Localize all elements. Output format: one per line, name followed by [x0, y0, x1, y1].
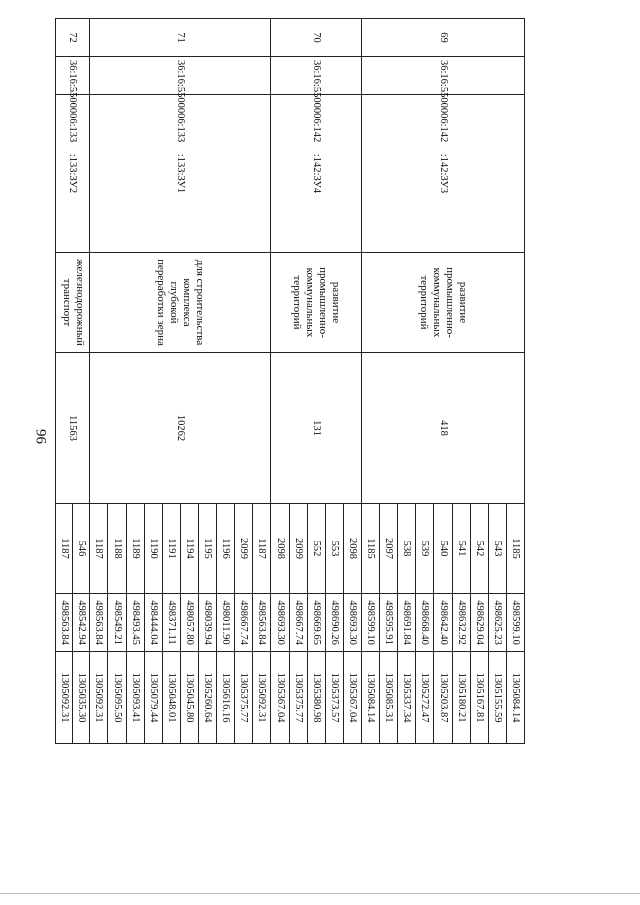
table-row: [506, 19, 524, 836]
y-coordinate-cell: 1305035.30: [73, 652, 90, 744]
point-id-cell: 541: [452, 504, 470, 594]
parcel-designation-cell: :133:ЗУ2: [56, 95, 90, 253]
point-id-cell: 542: [470, 504, 488, 594]
rotated-table-wrapper: [55, 18, 525, 835]
row-number-cell: 71: [90, 19, 271, 57]
point-id-cell: 2098: [271, 504, 289, 594]
row-number-cell: 69: [362, 19, 525, 57]
permitted-use-cell: развитие промышленно-коммунальных территорий: [362, 253, 525, 353]
table-row: [253, 19, 271, 836]
y-coordinate-cell: 1305092.31: [253, 652, 271, 744]
cadastre-number-cell: 36:16:5500006:142: [362, 57, 525, 95]
y-coordinate-cell: 1305380.98: [307, 652, 325, 744]
cadastre-number-cell: 36:16:5500006:133: [56, 57, 90, 95]
point-id-cell: 553: [325, 504, 343, 594]
point-id-cell: 1185: [362, 504, 380, 594]
point-id-cell: 1187: [56, 504, 73, 594]
y-coordinate-cell: 1305095.50: [108, 652, 126, 744]
point-id-cell: 1188: [108, 504, 126, 594]
x-coordinate-cell: 498493.45: [126, 594, 144, 652]
y-coordinate-cell: 1305045.80: [180, 652, 198, 744]
x-coordinate-cell: 498011.90: [217, 594, 235, 652]
y-coordinate-cell: 1305373.57: [325, 652, 343, 744]
area-cell: 418: [362, 353, 525, 504]
table-row: [343, 19, 361, 836]
parcel-designation-cell: :142:ЗУ4: [271, 95, 362, 253]
y-coordinate-cell: 1305048.01: [162, 652, 180, 744]
permitted-use-cell: для строительства комплекса глубокой переработки зерна: [90, 253, 271, 353]
y-coordinate-cell: 1305367.04: [271, 652, 289, 744]
y-coordinate-cell: 1305079.44: [144, 652, 162, 744]
point-id-cell: 1187: [90, 504, 108, 594]
table-row: [73, 19, 90, 836]
x-coordinate-cell: 498693.30: [343, 594, 361, 652]
y-coordinate-cell: 1305375.77: [235, 652, 253, 744]
x-coordinate-cell: 498668.40: [416, 594, 434, 652]
x-coordinate-cell: 498691.84: [398, 594, 416, 652]
point-id-cell: 538: [398, 504, 416, 594]
x-coordinate-cell: 498549.21: [108, 594, 126, 652]
point-id-cell: 1187: [253, 504, 271, 594]
page-number: 96: [32, 429, 49, 444]
permitted-use-cell: железнодорожный транспорт: [56, 253, 90, 353]
point-id-cell: 1191: [162, 504, 180, 594]
point-id-cell: 543: [488, 504, 506, 594]
y-coordinate-cell: 1305084.14: [362, 652, 380, 744]
x-coordinate-cell: 498632.92: [452, 594, 470, 652]
x-coordinate-cell: 498693.30: [271, 594, 289, 652]
cadastre-number-cell: 36:16:5500006:133: [90, 57, 271, 95]
x-coordinate-cell: 498629.04: [470, 594, 488, 652]
cadastre-number-cell: 36:16:5500006:142: [271, 57, 362, 95]
x-coordinate-cell: 498595.91: [380, 594, 398, 652]
y-coordinate-cell: 1305092.31: [56, 652, 73, 744]
point-id-cell: 1190: [144, 504, 162, 594]
x-coordinate-cell: 498690.26: [325, 594, 343, 652]
area-cell: 131: [271, 353, 362, 504]
y-coordinate-cell: 1305167.81: [470, 652, 488, 744]
x-coordinate-cell: 498625.23: [488, 594, 506, 652]
y-coordinate-cell: 1305180.21: [452, 652, 470, 744]
point-id-cell: 2099: [235, 504, 253, 594]
point-id-cell: 540: [434, 504, 452, 594]
x-coordinate-cell: 498667.74: [235, 594, 253, 652]
point-id-cell: 2099: [289, 504, 307, 594]
y-coordinate-cell: 1305367.04: [343, 652, 361, 744]
land-parcel-coordinate-table: [55, 18, 525, 836]
point-id-cell: 1196: [217, 504, 235, 594]
x-coordinate-cell: 498667.74: [289, 594, 307, 652]
x-coordinate-cell: 498599.10: [506, 594, 524, 652]
point-id-cell: 2098: [343, 504, 361, 594]
page-bottom-rule: [0, 893, 640, 894]
x-coordinate-cell: 498563.84: [90, 594, 108, 652]
y-coordinate-cell: 1305084.14: [506, 652, 524, 744]
permitted-use-cell: развитие промышленно-коммунальных территорий: [271, 253, 362, 353]
y-coordinate-cell: 1305260.64: [199, 652, 217, 744]
y-coordinate-cell: 1305092.31: [90, 652, 108, 744]
y-coordinate-cell: 1305616.16: [217, 652, 235, 744]
point-id-cell: 546: [73, 504, 90, 594]
y-coordinate-cell: 1305337.34: [398, 652, 416, 744]
x-coordinate-cell: 498444.04: [144, 594, 162, 652]
x-coordinate-cell: 498563.84: [56, 594, 73, 652]
y-coordinate-cell: 1305085.31: [380, 652, 398, 744]
x-coordinate-cell: 498642.40: [434, 594, 452, 652]
point-id-cell: 2097: [380, 504, 398, 594]
y-coordinate-cell: 1305203.87: [434, 652, 452, 744]
y-coordinate-cell: 1305272.47: [416, 652, 434, 744]
x-coordinate-cell: 498057.80: [180, 594, 198, 652]
point-id-cell: 1195: [199, 504, 217, 594]
row-number-cell: 72: [56, 19, 90, 57]
point-id-cell: 552: [307, 504, 325, 594]
x-coordinate-cell: 498563.84: [253, 594, 271, 652]
parcel-designation-cell: :133:ЗУ1: [90, 95, 271, 253]
point-id-cell: 539: [416, 504, 434, 594]
parcel-designation-cell: :142:ЗУ3: [362, 95, 525, 253]
point-id-cell: 1189: [126, 504, 144, 594]
area-cell: 10262: [90, 353, 271, 504]
area-cell: 11563: [56, 353, 90, 504]
table-frame: [55, 18, 525, 835]
y-coordinate-cell: 1305155.59: [488, 652, 506, 744]
point-id-cell: 1185: [506, 504, 524, 594]
row-number-cell: 70: [271, 19, 362, 57]
x-coordinate-cell: 498599.10: [362, 594, 380, 652]
y-coordinate-cell: 1305093.41: [126, 652, 144, 744]
x-coordinate-cell: 498371.11: [162, 594, 180, 652]
point-id-cell: 1194: [180, 504, 198, 594]
x-coordinate-cell: 498669.65: [307, 594, 325, 652]
x-coordinate-cell: 498039.94: [199, 594, 217, 652]
y-coordinate-cell: 1305375.77: [289, 652, 307, 744]
x-coordinate-cell: 498542.94: [73, 594, 90, 652]
